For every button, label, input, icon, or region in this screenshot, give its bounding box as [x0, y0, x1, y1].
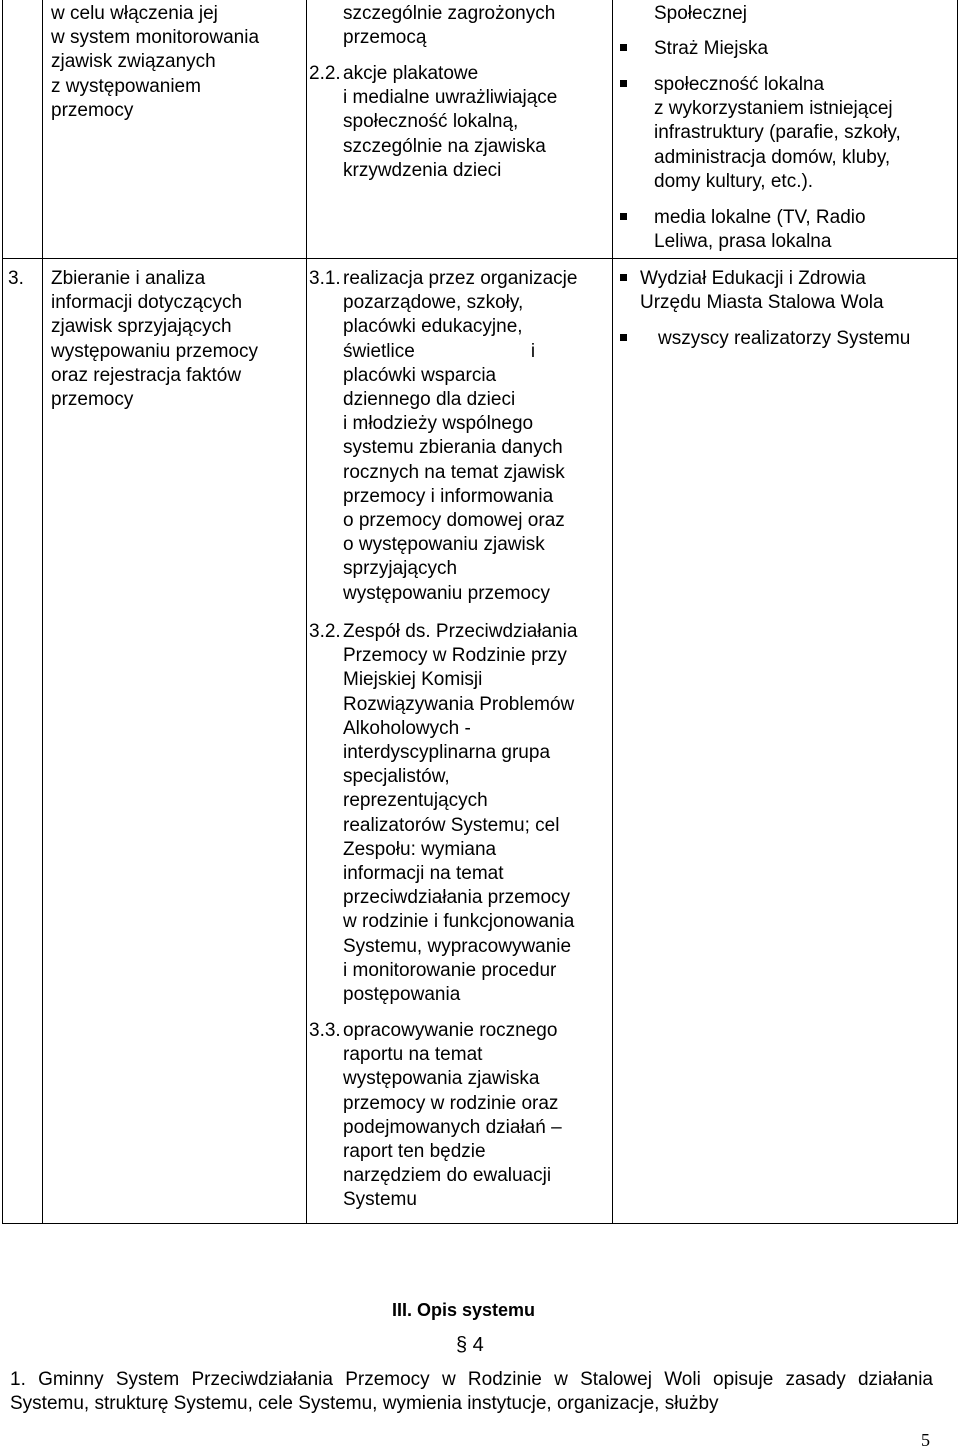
row1-col3-item-1: Straż Miejska — [654, 38, 769, 59]
bullet-square-icon — [620, 213, 627, 220]
item-3-2-text: Zespół ds. Przeciwdziałania Przemocy w Rodzinie przy Miejskiej Komisji Rozwiązywania Problemów Alkoholowych - interdyscyplinarna grupa specjalistów, reprezentujących realizatorów Systemu; cel Zespołu: wymiana informacji na temat przeciwdziałania przemocy w rodzinie i funkcjonowania Systemu, wypracowywanie i monitorowanie procedur postępowania — [343, 621, 578, 1006]
item-3-1-number: 3.1. — [309, 268, 341, 289]
row2-number: 3. — [8, 268, 24, 289]
row2-col3-item-1: Wydział Edukacji i Zdrowia Urzędu Miasta Stalowa Wola — [640, 268, 884, 314]
bullet-square-icon — [620, 80, 627, 87]
bullet-square-icon — [620, 274, 627, 281]
table-border-left — [2, 0, 3, 1224]
paragraph-mark: § 4 — [456, 1334, 484, 1356]
row1-col3-item-2: społeczność lokalna z wykorzystaniem istniejącej infrastruktury (parafie, szkoły, administracja domów, kluby, domy kultury, etc.). — [654, 74, 901, 192]
bullet-square-icon — [620, 44, 627, 51]
row1-col3-item-3: media lokalne (TV, Radio Leliwa, prasa lokalna — [654, 207, 866, 253]
row2-col1-text: Zbieranie i analiza informacji dotyczących zjawisk sprzyjających występowaniu przemocy oraz rejestracja faktów przemocy — [51, 268, 258, 411]
item-3-3-number: 3.3. — [309, 1020, 341, 1041]
table-row-divider — [2, 258, 958, 259]
table-divider-col2 — [306, 0, 307, 1224]
section-heading: III. Opis systemu — [392, 1300, 536, 1320]
page-number: 5 — [921, 1430, 930, 1450]
table-divider-col1 — [42, 0, 43, 1224]
row1-col3-continuation: Społecznej — [654, 3, 747, 24]
bullet-square-icon — [620, 334, 627, 341]
row2-col3-item-2: wszyscy realizatorzy Systemu — [658, 328, 911, 349]
table-border-right — [957, 0, 958, 1224]
table-border-bottom — [2, 1223, 958, 1224]
row1-item-number: 2.2. — [309, 63, 341, 84]
item-3-2-number: 3.2. — [309, 621, 341, 642]
item-3-3-text: opracowywanie rocznego raportu na temat występowania zjawiska przemocy w rodzinie oraz podejmowanych działań – raport ten będzie narzędziem do ewaluacji Systemu — [343, 1020, 562, 1211]
row1-item-text: akcje plakatowe i medialne uwrażliwiające społeczność lokalną, szczególnie na zjawiska krzywdzenia dzieci — [343, 63, 558, 181]
row1-col2-continuation: szczególnie zagrożonych przemocą — [343, 3, 556, 49]
row1-col1-text: w celu włączenia jej w system monitorowania zjawisk związanych z występowaniem przemocy — [51, 3, 260, 121]
table-divider-col3 — [612, 0, 613, 1224]
body-paragraph: 1. Gminny System Przeciwdziałania Przemocy w Rodzinie w Stalowej Woli opisuje zasady działania Systemu, strukturę Systemu, cele Systemu, wymienia instytucje, organizacje, służby — [10, 1369, 933, 1415]
item-3-1-text: realizacja przez organizacje pozarządowe, szkoły, placówki edukacyjne, świetlice i placówki wsparcia dziennego dla dzieci i młodzieży wspólnego systemu zbierania danych rocznych na temat zjawisk przemocy i informowania o przemocy domowej oraz o występowaniu zjawisk sprzyjających występowaniu przemocy — [343, 268, 578, 604]
